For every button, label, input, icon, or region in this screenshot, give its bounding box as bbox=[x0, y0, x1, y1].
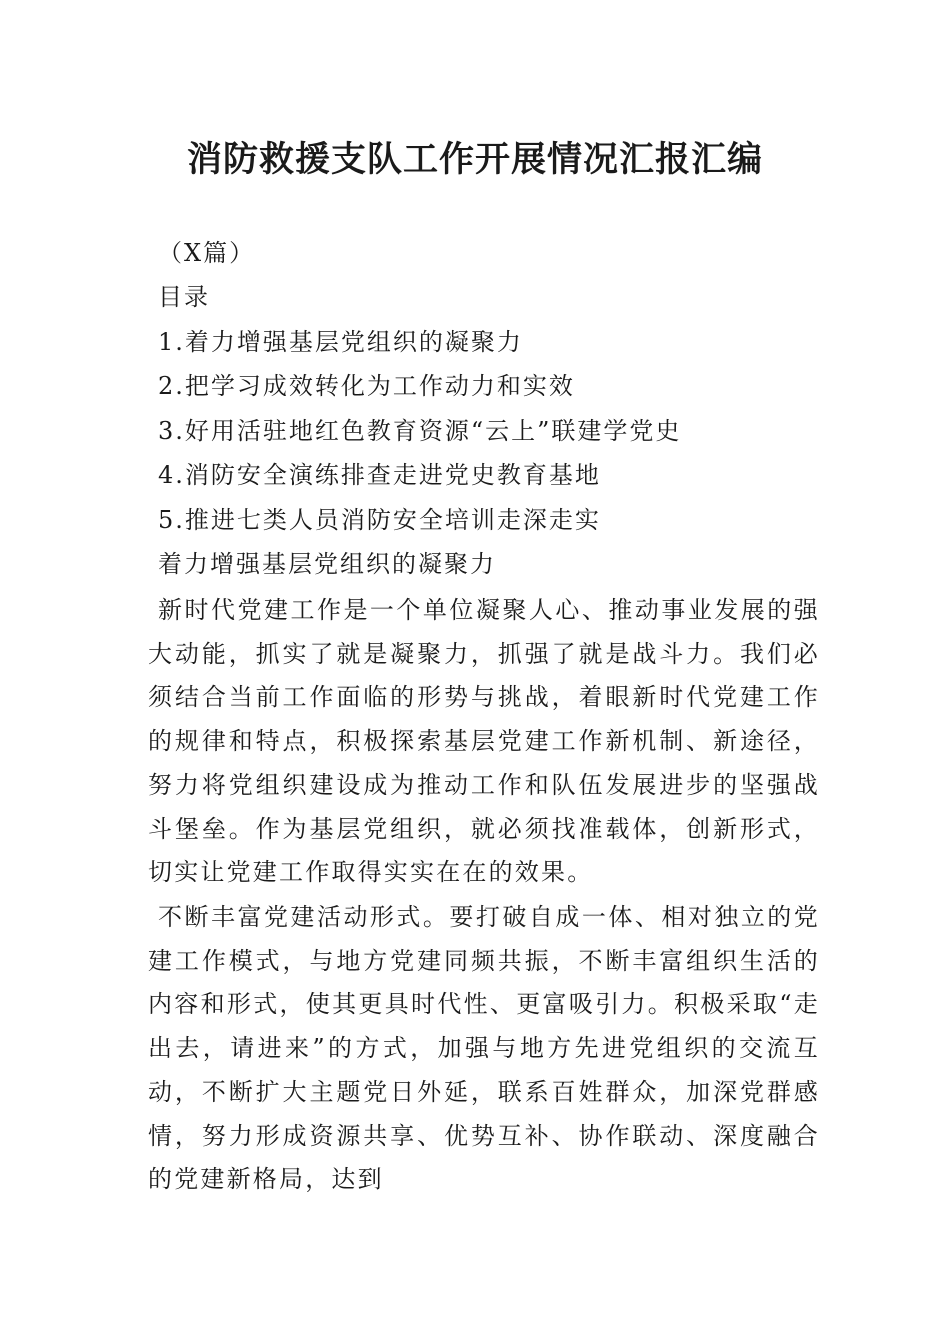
volume-note: （X篇） bbox=[158, 239, 256, 267]
toc-heading: 目录 bbox=[158, 283, 210, 311]
body-paragraph: 新时代党建工作是一个单位凝聚人心、推动事业发展的强大动能，抓实了就是凝聚力，抓强了就是战斗力。我们必须结合当前工作面临的形势与挑战，着眼新时代党建工作的规律和特点，积极探索基层党建工作新机制、新途径，努力将党组织建设成为推动工作和队伍发展进步的坚强战斗堡垒。作为基层党组织，就必须找准载体，创新形式，切实让党建工作取得实实在在的效果。 bbox=[148, 596, 820, 887]
toc-item: 3.好用活驻地红色教育资源“云上”联建学党史 bbox=[158, 417, 682, 445]
toc-item: 2.把学习成效转化为工作动力和实效 bbox=[158, 372, 575, 400]
toc-item: 4.消防安全演练排查走进党史教育基地 bbox=[158, 461, 601, 489]
body-paragraph: 不断丰富党建活动形式。要打破自成一体、相对独立的党建工作模式，与地方党建同频共振，不断丰富组织生活的内容和形式，使其更具时代性、更富吸引力。积极采取“走出去，请进来”的方式，加强与地方先进党组织的交流互动，不断扩大主题党日外延，联系百姓群众，加深党群感情，努力形成资源共享、优势互补、协作联动、深度融合的党建新格局，达到 bbox=[148, 903, 820, 1194]
section-heading: 着力增强基层党组织的凝聚力 bbox=[158, 550, 496, 578]
document-title: 消防救援支队工作开展情况汇报汇编 bbox=[186, 139, 763, 180]
toc-item: 1.着力增强基层党组织的凝聚力 bbox=[158, 328, 523, 356]
toc-item: 5.推进七类人员消防安全培训走深走实 bbox=[158, 506, 601, 534]
